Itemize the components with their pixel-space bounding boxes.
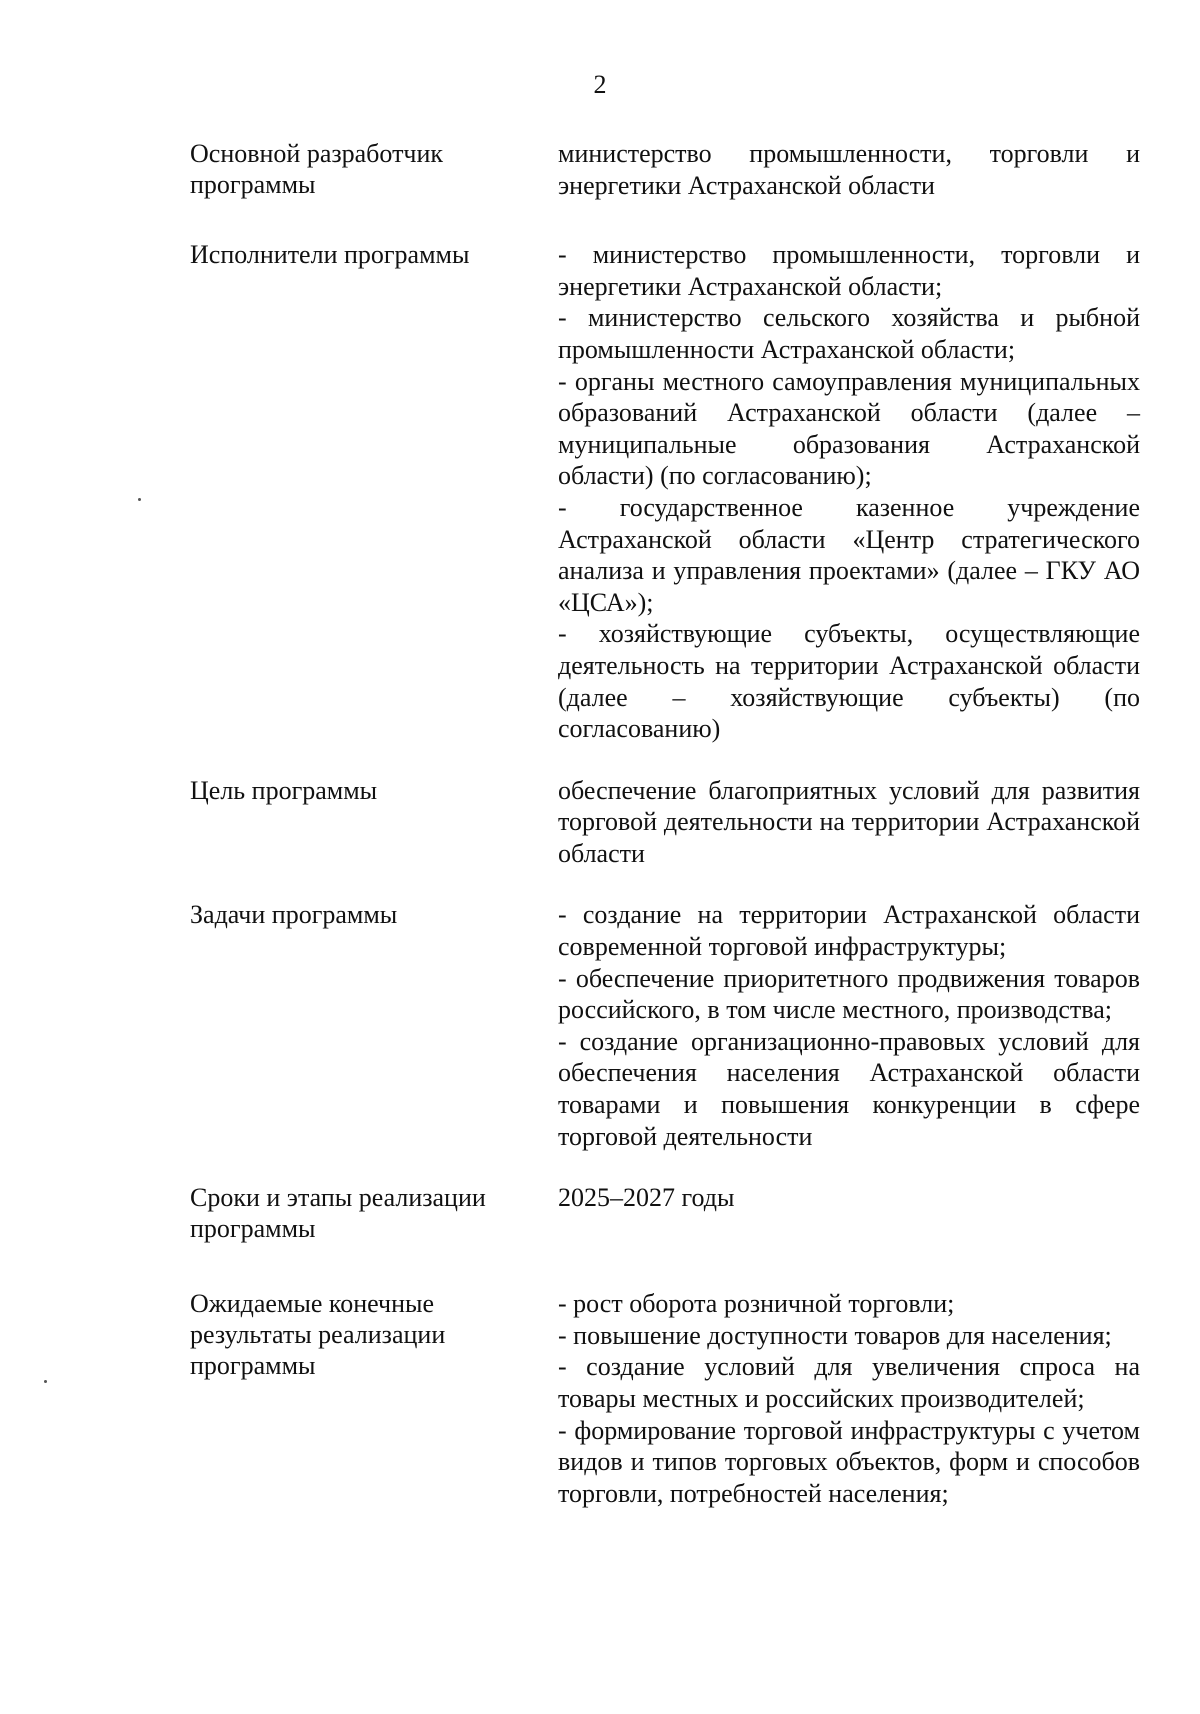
value-item: - создание на территории Астраханской области современной торговой инфраструктуры; xyxy=(558,900,1140,962)
value-item: - формирование торговой инфраструктуры с учетом видов и типов торговых объектов, форм и способов торговли, потребностей населения; xyxy=(558,1415,1140,1508)
value-item: - органы местного самоуправления муниципальных образований Астраханской области (далее – муниципальные образования Астраханской области) (по согласованию); xyxy=(558,366,1140,491)
row-label: Исполнители программы xyxy=(190,240,470,270)
row-value xyxy=(558,775,1140,870)
row-label: Сроки и этапы реализации программы xyxy=(190,1183,486,1244)
value-item: - обеспечение приоритетного продвижения товаров российского, в том числе местного, производства; xyxy=(558,963,1140,1025)
value-item: - создание организационно-правовых условий для обеспечения населения Астраханской области товарами и повышения конкуренции в сфере торговой деятельности xyxy=(558,1026,1140,1151)
value-item: - министерство промышленности, торговли и энергетики Астраханской области; xyxy=(558,240,1140,301)
row-expected-results xyxy=(190,1288,1140,1509)
value-item: - рост оборота розничной торговли; xyxy=(558,1289,955,1319)
value-item: - хозяйствующие субъекты, осуществляющие деятельность на территории Астраханской области (далее – хозяйствующие субъекты) (по согласованию) xyxy=(558,619,1140,744)
row-label: Задачи программы xyxy=(190,900,398,930)
row-tasks xyxy=(190,899,1140,1152)
page-number: 2 xyxy=(593,70,607,99)
row-value xyxy=(558,899,1140,1152)
value-item: - министерство сельского хозяйства и рыбной промышленности Астраханской области; xyxy=(558,303,1140,364)
row-value xyxy=(558,239,1140,745)
value-item: обеспечение благоприятных условий для развития торговой деятельности на территории Астраханской области xyxy=(558,775,1140,868)
row-value xyxy=(558,1288,1140,1509)
value-item: - государственное казенное учреждение Астраханской области «Центр стратегического анализа и управления проектами» (далее – ГКУ АО «ЦСА»); xyxy=(558,492,1140,617)
value-item: министерство промышленности, торговли и энергетики Астраханской области xyxy=(558,139,1140,200)
row-executors xyxy=(190,239,1140,745)
row-value xyxy=(558,138,1140,201)
scan-speck xyxy=(44,1380,47,1383)
row-terms xyxy=(190,1182,1140,1244)
scan-speck xyxy=(138,498,141,501)
row-value xyxy=(558,1182,1140,1214)
row-label: Ожидаемые конечные результаты реализации программы xyxy=(190,1289,446,1381)
program-passport-table xyxy=(190,138,1140,1509)
row-goal xyxy=(190,775,1140,870)
value-item: 2025–2027 годы xyxy=(558,1183,735,1213)
value-item: - создание условий для увеличения спроса на товары местных и российских производителей; xyxy=(558,1352,1140,1413)
row-label: Основной разработчик программы xyxy=(190,139,444,199)
value-item: - повышение доступности товаров для населения; xyxy=(558,1320,1112,1350)
row-label: Цель программы xyxy=(190,775,378,805)
row-main-developer xyxy=(190,138,1140,201)
